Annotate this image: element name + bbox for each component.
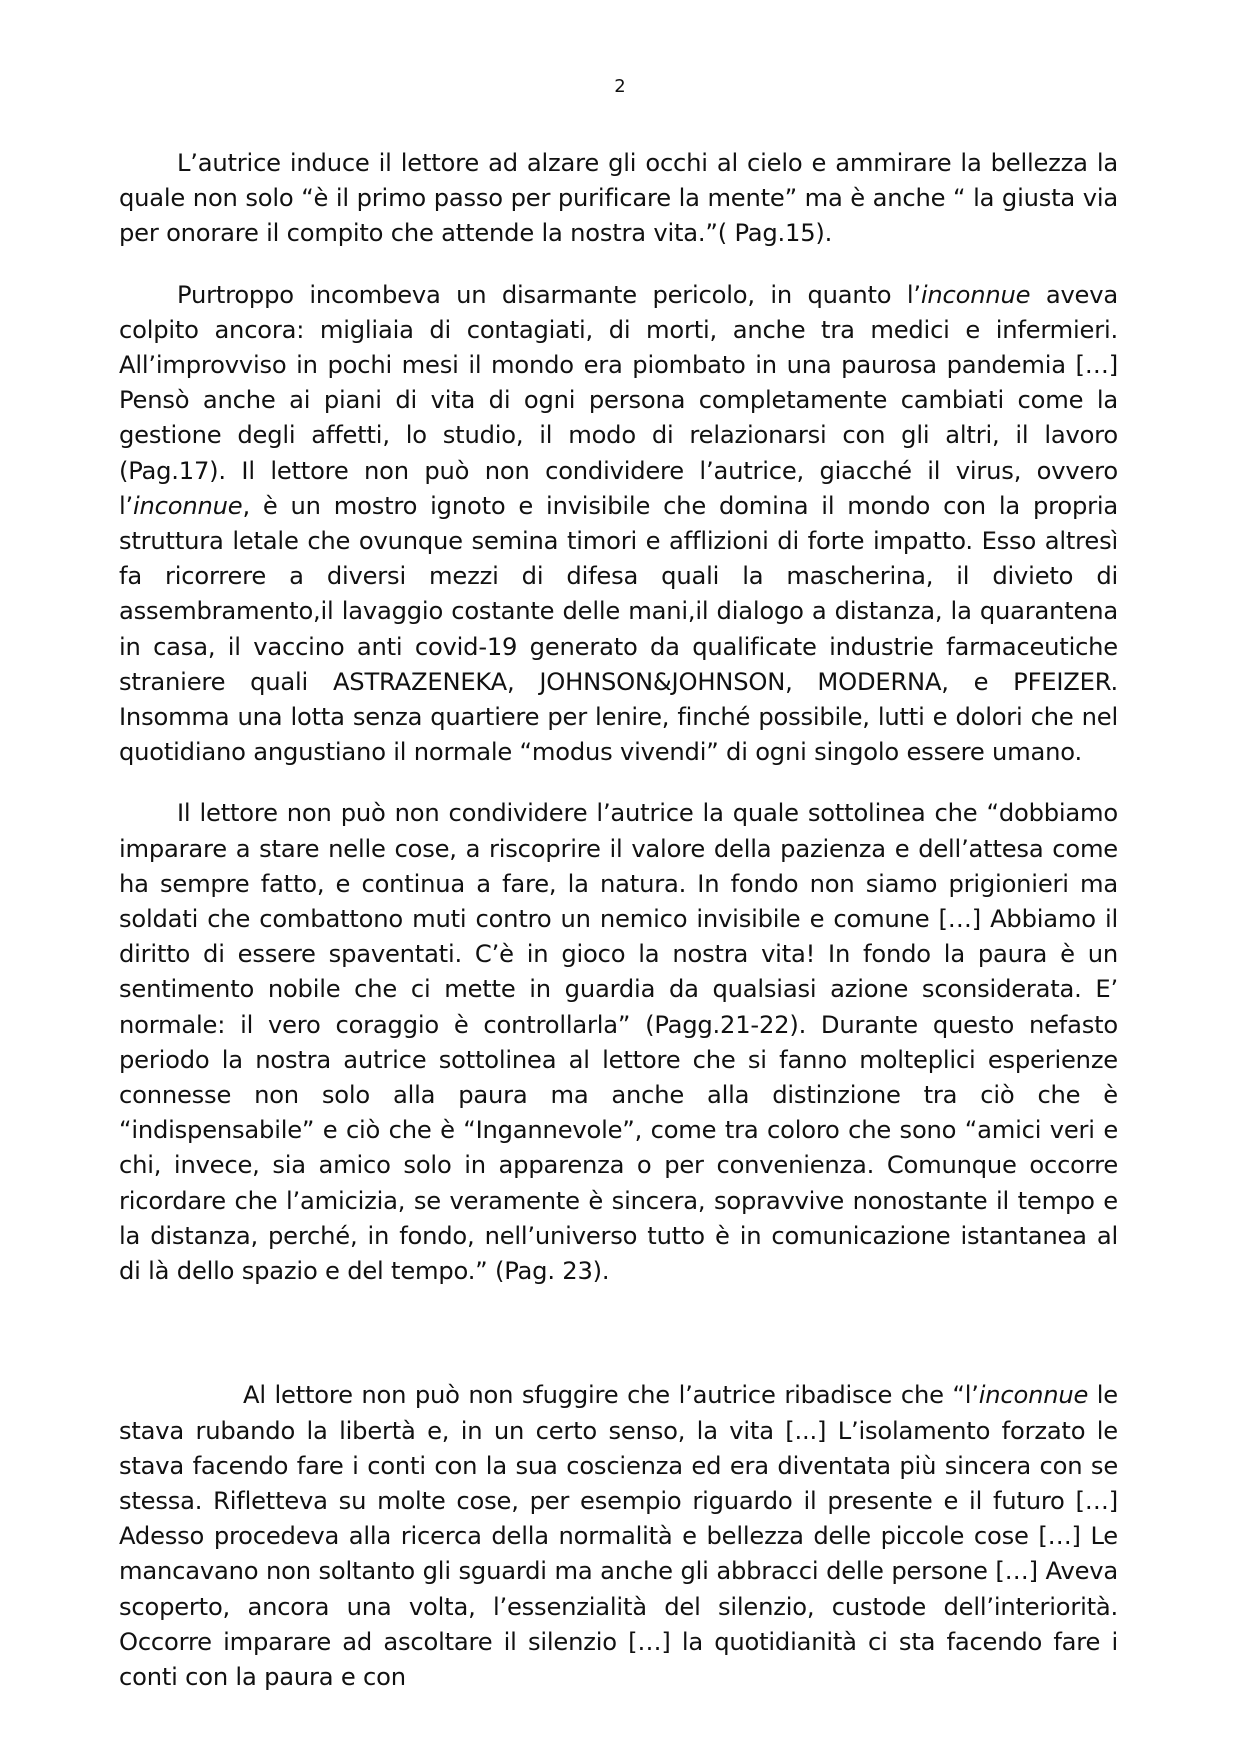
paragraph-2-text-a: Purtroppo incombeva un disarmante pericolo, in quanto l’ bbox=[177, 280, 921, 309]
paragraph-4-text-c: le stava rubando la libertà e, in un certo senso, la vita [...] L’isolamento forzato le stava facendo fare i conti con la sua coscienza ed era diventata più sincera con se stessa. Rifletteva su molte cose, per esempio riguardo il presente e il futuro […] Adesso procedeva alla ricerca della normalità e bellezza delle piccole cose […] Le mancavano non soltanto gli sguardi ma anche gli abbracci delle persone […] Aveva scoperto, ancora una volta, l’essenzialità del silenzio, custode dell’interiorità. Occorre imparare ad ascoltare il silenzio […] la quotidianità ci sta facendo fare i conti con la paura e con bbox=[119, 1381, 1118, 1691]
paragraph-2 bbox=[119, 278, 1118, 771]
page-number: 2 bbox=[614, 76, 626, 97]
body-text bbox=[119, 146, 1118, 1695]
paragraph-3: Il lettore non può non condividere l’autrice la quale sottolinea che “dobbiamo imparare a stare nelle cose, a riscoprire il valore della pazienza e dell’attesa come ha sempre fatto, e continua a fare, la natura. In fondo non siamo prigionieri ma soldati che combattono muti contro un nemico invisibile e comune […] Abbiamo il diritto di essere spaventati. C’è in gioco la nostra vita! In fondo la paura è un sentimento nobile che ci mette in guardia da qualsiasi azione sconsiderata. E’ normale: il vero coraggio è controllarla” (Pagg.21-22). Durante questo nefasto periodo la nostra autrice sottolinea al lettore che si fanno molteplici esperienze connesse non solo alla paura ma anche alla distinzione tra ciò che è “indispensabile” e ciò che è “Ingannevole”, come tra coloro che sono “amici veri e chi, invece, sia amico solo in apparenza o per convenienza. Comunque occorre ricordare che l’amicizia, se veramente è sincera, sopravvive nonostante il tempo e la distanza, perché, in fondo, nell’universo tutto è in comunicazione istantanea al di là dello spazio e del tempo.” (Pag. 23). bbox=[119, 799, 1118, 1286]
paragraph-4 bbox=[119, 1378, 1118, 1695]
paragraph-4-text-a: Al lettore non può non sfuggire che l’autrice ribadisce che “l’ bbox=[243, 1381, 979, 1410]
paragraph-2-text-c: aveva colpito ancora: migliaia di contagiati, di morti, anche tra medici e infermieri. All’improvviso in pochi mesi il mondo era piombato in una paurosa pandemia […] Pensò anche ai piani di vita di ogni persona completamente cambiati come la gestione degli affetti, lo studio, il modo di relazionarsi con gli altri, il lavoro (Pag.17). Il lettore non può non condividere l’autrice, giacché il virus, ovvero l’ bbox=[119, 280, 1118, 520]
paragraph-4-italic-inconnue: inconnue bbox=[978, 1381, 1089, 1410]
paragraph-2-italic-inconnue-1: inconnue bbox=[920, 280, 1031, 309]
paragraph-2-text-e: , è un mostro ignoto e invisibile che domina il mondo con la propria struttura letale che ovunque semina timori e afflizioni di forte impatto. Esso altresì fa ricorrere a diversi mezzi di difesa quali la mascherina, il divieto di assembramento,il lavaggio costante delle mani,il dialogo a distanza, la quarantena in casa, il vaccino anti covid-19 generato da qualificate industrie farmaceutiche straniere quali ASTRAZENEKA, JOHNSON&JOHNSON, MODERNA, e PFEIZER. Insomma una lotta senza quartiere per lenire, finché possibile, lutti e dolori che nel quotidiano angustiano il normale “modus vivendi” di ogni singolo essere umano. bbox=[119, 491, 1118, 767]
paragraph-1: L’autrice induce il lettore ad alzare gli occhi al cielo e ammirare la bellezza la quale non solo “è il primo passo per purificare la mente” ma è anche “ la giusta via per onorare il compito che attende la nostra vita.”( Pag.15). bbox=[119, 149, 1118, 248]
paragraph-2-italic-inconnue-2: inconnue bbox=[133, 491, 243, 520]
